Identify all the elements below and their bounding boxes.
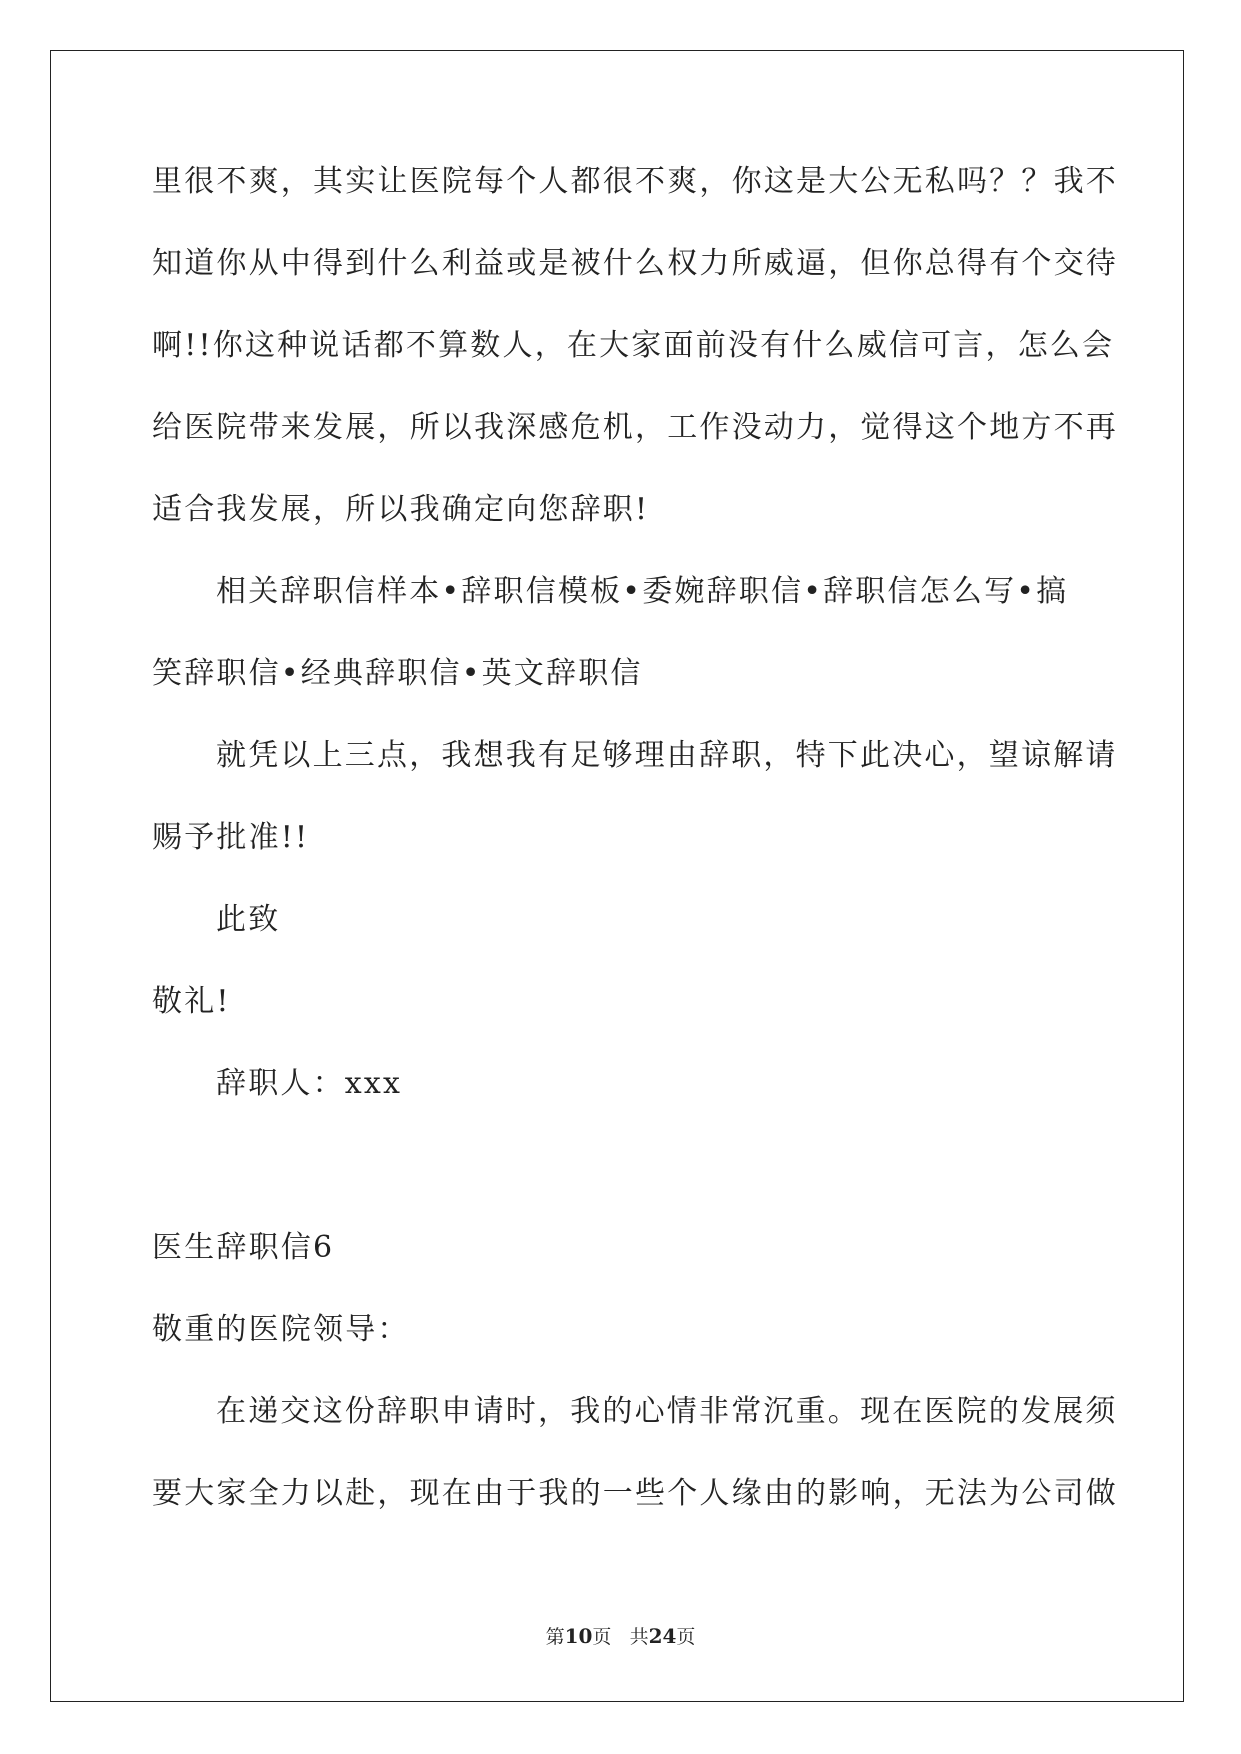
closing-regards: 敬礼! bbox=[152, 984, 231, 1019]
signature-line: 辞职人：xxx bbox=[216, 1066, 403, 1101]
document-body bbox=[152, 156, 1118, 1550]
page-footer bbox=[0, 1622, 1241, 1649]
page-prefix: 第 bbox=[545, 1626, 565, 1648]
section-title: 医生辞职信6 bbox=[152, 1230, 335, 1265]
paragraph-line: 啊!!你这种说话都不算数人，在大家面前没有什么威信可言，怎么会 bbox=[152, 328, 1115, 363]
paragraph-line: 在递交这份辞职申请时，我的心情非常沉重。现在医院的发展须 bbox=[216, 1394, 1118, 1429]
total-suffix: 页 bbox=[676, 1626, 696, 1648]
paragraph-line: 给医院带来发展，所以我深感危机，工作没动力，觉得这个地方不再 bbox=[152, 410, 1118, 445]
spacer bbox=[152, 1140, 1092, 1222]
paragraph-line: 就凭以上三点，我想我有足够理由辞职，特下此决心，望谅解请 bbox=[216, 738, 1118, 773]
paragraph-line: 知道你从中得到什么利益或是被什么权力所威逼，但你总得有个交待 bbox=[152, 246, 1118, 281]
paragraph-line: 适合我发展，所以我确定向您辞职! bbox=[152, 492, 650, 527]
page-number: 10 bbox=[564, 1624, 593, 1648]
related-links-line: 笑辞职信•经典辞职信•英文辞职信 bbox=[152, 656, 643, 691]
related-links-line: 相关辞职信样本•辞职信模板•委婉辞职信•辞职信怎么写•搞 bbox=[216, 574, 1069, 609]
page-suffix: 页 bbox=[592, 1626, 612, 1648]
letter-greeting: 敬重的医院领导： bbox=[152, 1312, 410, 1347]
total-pages: 24 bbox=[648, 1624, 677, 1648]
paragraph-line: 赐予批准!! bbox=[152, 820, 310, 855]
closing-salutation: 此致 bbox=[216, 902, 281, 937]
total-prefix: 共 bbox=[629, 1626, 649, 1648]
paragraph-line: 里很不爽，其实让医院每个人都很不爽，你这是大公无私吗？？我不 bbox=[152, 164, 1118, 199]
paragraph-line: 要大家全力以赴，现在由于我的一些个人缘由的影响，无法为公司做 bbox=[152, 1476, 1118, 1511]
